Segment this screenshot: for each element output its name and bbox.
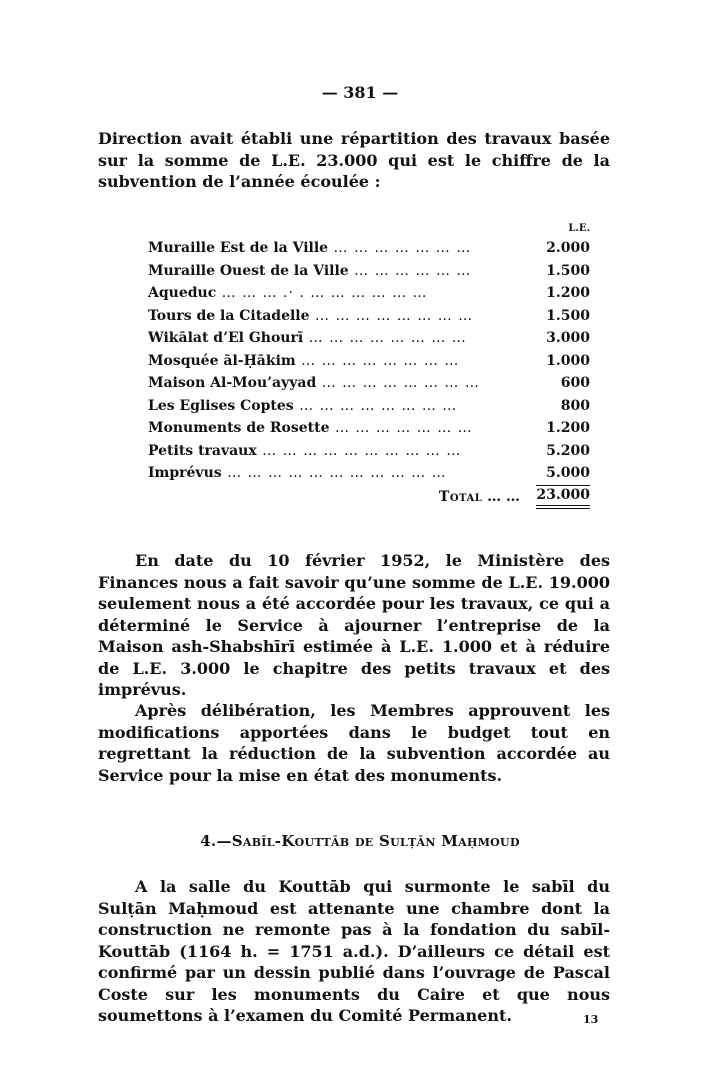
signature-mark: 13 — [583, 1013, 599, 1026]
leader-dots: … … … … … … — [348, 262, 472, 279]
paragraph-finances: En date du 10 février 1952, le Ministère des Finances nous a fait savoir qu’une somme de L.E. 19.000 seulement nous a été accordée pour les travaux, ce qui a déterminé le Service à ajourner l’entreprise de la Maison ash-Shabshīrī estimée à L.E. 1.000 et à réduire de L.E. 3.000 le chapitre des petits travaux et des imprévus. — [98, 551, 610, 699]
budget-row — [148, 305, 590, 328]
leader-dots: … … … … … … … … — [316, 375, 480, 392]
budget-row — [148, 462, 590, 485]
budget-item-amount: 5.000 — [546, 465, 590, 482]
budget-item-amount: 1.500 — [546, 262, 590, 279]
budget-row — [148, 260, 590, 283]
budget-row — [148, 417, 590, 440]
section-heading: 4.—Sabīl-Kouttāb de Sulṭān Maḥmoud — [200, 832, 520, 850]
total-amount: 23.000 — [536, 485, 590, 509]
leader-dots: … … … … … … … … — [303, 330, 467, 347]
leader-dots: … … … … … … … … — [309, 307, 474, 324]
budget-item-label: Muraille Ouest de la Ville — [148, 262, 349, 279]
budget-item-label: Wikālat d’El Ghourī — [148, 330, 304, 347]
leader-dots: … … … … … … … … — [295, 352, 460, 369]
leader-dots: … … … … … … … … … … — [256, 442, 462, 459]
leader-dots: … … … .‧ . … … … … … … — [216, 285, 428, 302]
budget-item-label: Monuments de Rosette — [148, 420, 330, 437]
leader-dots: … … … … … … … — [328, 240, 472, 257]
budget-item-label: Maison Al-Mou’ayyad — [148, 375, 317, 392]
budget-row — [148, 440, 590, 463]
budget-item-label: Les Eglises Coptes — [148, 397, 294, 414]
budget-item-amount: 1.000 — [546, 352, 590, 369]
paragraph-deliberation: Après délibération, les Membres approuvent les modifications apportées dans le budget tout en regrettant la réduction de la subvention accordée au Service pour la mise en état des monuments. — [98, 701, 610, 785]
budget-item-amount: 2.000 — [546, 240, 590, 257]
budget-item-label: Tours de la Citadelle — [148, 307, 310, 324]
budget-row — [148, 327, 590, 350]
page-number: — 381 — — [321, 83, 399, 102]
budget-row — [148, 282, 590, 305]
budget-total-row — [148, 485, 590, 509]
leader-dots: … … — [482, 488, 520, 505]
budget-item-label: Mosquée āl-Ḥākim — [148, 352, 296, 369]
budget-item-label: Muraille Est de la Ville — [148, 240, 329, 257]
currency-label: L.E. — [568, 222, 590, 234]
intro-paragraph: Direction avait établi une répartition des travaux basée sur la somme de L.E. 23.000 qui est le chiffre de la subvention de l’année écoulée : — [98, 129, 610, 191]
budget-item-amount: 1.200 — [546, 285, 590, 302]
budget-item-amount: 600 — [560, 375, 590, 392]
budget-item-amount: 1.200 — [546, 420, 590, 437]
budget-item-amount: 3.000 — [546, 330, 590, 347]
budget-row — [148, 372, 590, 395]
budget-item-amount: 5.200 — [546, 442, 590, 459]
budget-currency-row — [148, 219, 590, 237]
budget-item-amount: 800 — [560, 397, 590, 414]
budget-table — [148, 219, 590, 509]
budget-row — [148, 350, 590, 373]
budget-row — [148, 395, 590, 418]
budget-item-amount: 1.500 — [546, 307, 590, 324]
leader-dots: … … … … … … … … — [293, 397, 458, 414]
budget-item-label: Aqueduc — [148, 285, 217, 302]
leader-dots: … … … … … … … — [329, 420, 473, 437]
budget-row — [148, 237, 590, 260]
paragraph-sabil: A la salle du Kouttāb qui surmonte le sabīl du Sulṭān Maḥmoud est attenante une chambre dont la construction ne remonte pas à la fondation du sabīl-Kouttāb (1164 h. = 1751 a.d.). D’ailleurs ce détail est confirmé par un dessin publié dans l’ouvrage de Pascal Coste sur les monuments du Caire et que nous soumettons à l’examen du Comité Permanent. — [98, 877, 610, 1025]
leader-dots: … … … … … … … … … … … — [221, 465, 447, 482]
total-label: Total — [438, 488, 483, 505]
budget-item-label: Petits travaux — [148, 442, 257, 459]
budget-item-label: Imprévus — [148, 465, 222, 482]
